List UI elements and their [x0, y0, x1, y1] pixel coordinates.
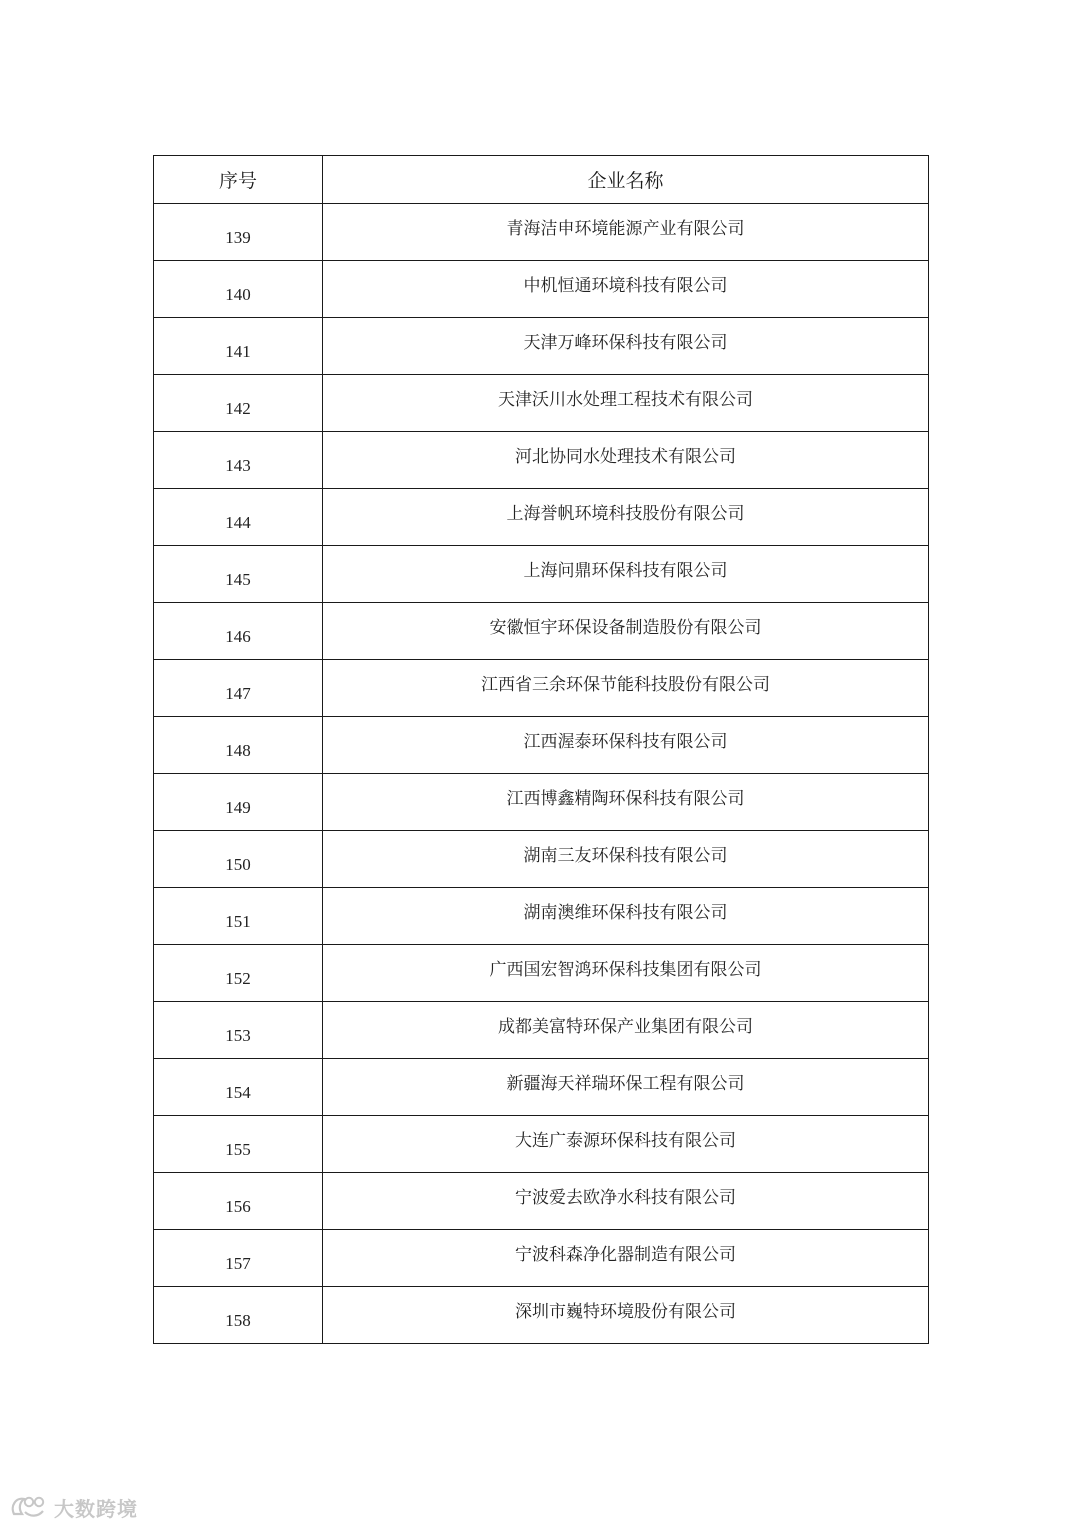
row-index: 158 — [154, 1287, 323, 1344]
table-row — [154, 717, 929, 774]
row-company-name: 青海洁申环境能源产业有限公司 — [323, 204, 929, 261]
row-company-name: 江西渥泰环保科技有限公司 — [323, 717, 929, 774]
row-company-name: 湖南澳维环保科技有限公司 — [323, 888, 929, 945]
table-row — [154, 318, 929, 375]
row-index: 154 — [154, 1059, 323, 1116]
row-company-name: 深圳市巍特环境股份有限公司 — [323, 1287, 929, 1344]
row-index: 144 — [154, 489, 323, 546]
row-index: 140 — [154, 261, 323, 318]
table-row — [154, 1173, 929, 1230]
row-index: 148 — [154, 717, 323, 774]
row-index: 145 — [154, 546, 323, 603]
table-header-row — [154, 156, 929, 204]
row-index: 139 — [154, 204, 323, 261]
row-index: 150 — [154, 831, 323, 888]
table-row — [154, 1116, 929, 1173]
table-row — [154, 432, 929, 489]
row-index: 143 — [154, 432, 323, 489]
table-row — [154, 489, 929, 546]
table-row — [154, 261, 929, 318]
row-company-name: 宁波爱去欧净水科技有限公司 — [323, 1173, 929, 1230]
row-company-name: 湖南三友环保科技有限公司 — [323, 831, 929, 888]
header-index: 序号 — [154, 156, 323, 204]
row-index: 149 — [154, 774, 323, 831]
table-row — [154, 945, 929, 1002]
watermark — [8, 1490, 138, 1524]
header-company-name: 企业名称 — [323, 156, 929, 204]
row-index: 153 — [154, 1002, 323, 1059]
row-company-name: 上海问鼎环保科技有限公司 — [323, 546, 929, 603]
table-row — [154, 603, 929, 660]
row-index: 157 — [154, 1230, 323, 1287]
table-row — [154, 375, 929, 432]
company-table — [153, 155, 929, 1344]
table-row — [154, 1059, 929, 1116]
row-index: 151 — [154, 888, 323, 945]
row-company-name: 上海誉帆环境科技股份有限公司 — [323, 489, 929, 546]
table-row — [154, 204, 929, 261]
row-company-name: 河北协同水处理技术有限公司 — [323, 432, 929, 489]
row-company-name: 新疆海天祥瑞环保工程有限公司 — [323, 1059, 929, 1116]
row-company-name: 广西国宏智鸿环保科技集团有限公司 — [323, 945, 929, 1002]
table-row — [154, 831, 929, 888]
row-company-name: 天津沃川水处理工程技术有限公司 — [323, 375, 929, 432]
row-company-name: 中机恒通环境科技有限公司 — [323, 261, 929, 318]
table-row — [154, 1230, 929, 1287]
row-index: 142 — [154, 375, 323, 432]
row-company-name: 天津万峰环保科技有限公司 — [323, 318, 929, 375]
row-company-name: 宁波科森净化器制造有限公司 — [323, 1230, 929, 1287]
table-row — [154, 774, 929, 831]
table-row — [154, 888, 929, 945]
table-row — [154, 1002, 929, 1059]
row-index: 146 — [154, 603, 323, 660]
row-company-name: 大连广泰源环保科技有限公司 — [323, 1116, 929, 1173]
logo-icon — [8, 1492, 48, 1522]
table-row — [154, 660, 929, 717]
row-company-name: 江西博鑫精陶环保科技有限公司 — [323, 774, 929, 831]
table-body — [154, 204, 929, 1344]
table-row — [154, 1287, 929, 1344]
row-index: 156 — [154, 1173, 323, 1230]
row-index: 152 — [154, 945, 323, 1002]
row-index: 147 — [154, 660, 323, 717]
row-index: 155 — [154, 1116, 323, 1173]
table-row — [154, 546, 929, 603]
row-company-name: 江西省三余环保节能科技股份有限公司 — [323, 660, 929, 717]
row-index: 141 — [154, 318, 323, 375]
row-company-name: 成都美富特环保产业集团有限公司 — [323, 1002, 929, 1059]
watermark-text: 大数跨境 — [54, 1496, 138, 1521]
row-company-name: 安徽恒宇环保设备制造股份有限公司 — [323, 603, 929, 660]
